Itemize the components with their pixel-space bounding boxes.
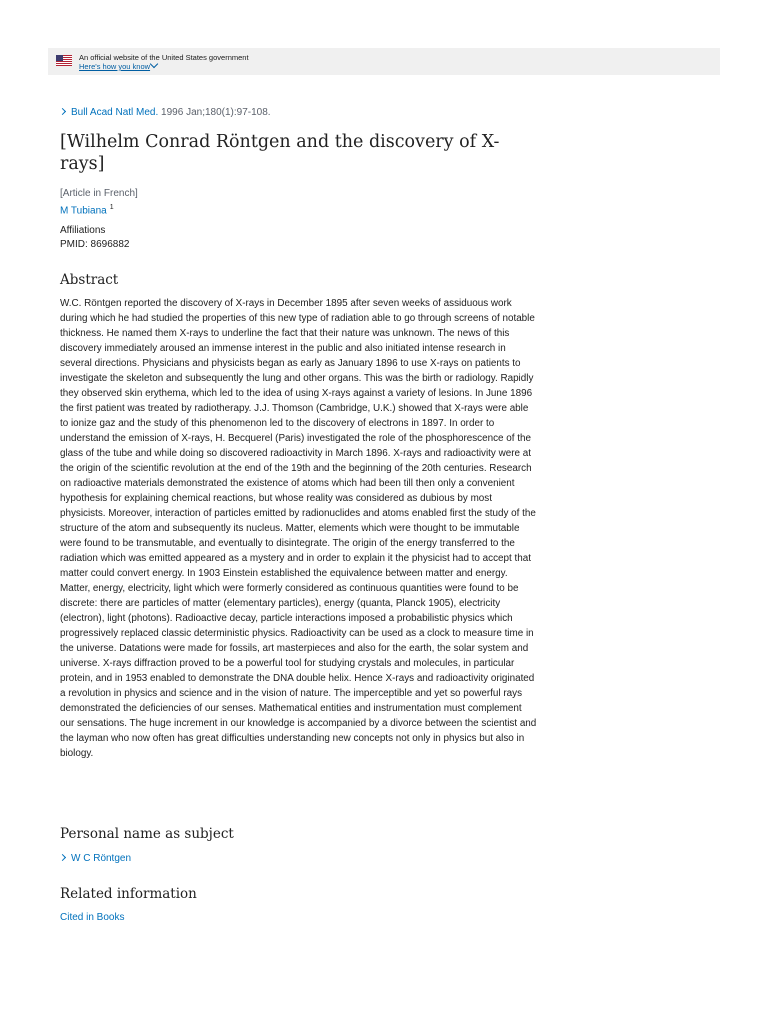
journal-link[interactable]: Bull Acad Natl Med.	[71, 107, 159, 118]
chevron-right-icon[interactable]	[59, 108, 66, 115]
heres-how-you-know-link[interactable]	[79, 62, 157, 71]
article-title: [Wilhelm Conrad Röntgen and the discovery of X-rays]	[60, 132, 500, 174]
gov-banner	[48, 48, 720, 75]
gov-banner-text: An official website of the United States government	[79, 53, 249, 62]
author-link[interactable]: M Tubiana	[60, 205, 107, 217]
personal-name-item[interactable]	[60, 853, 131, 864]
affiliations-toggle[interactable]: Affiliations	[60, 225, 106, 236]
us-flag-icon	[56, 55, 72, 66]
personal-name-link[interactable]: W C Röntgen	[71, 853, 132, 864]
citation-details: 1996 Jan;180(1):97-108.	[158, 107, 271, 118]
chevron-right-icon	[59, 854, 66, 861]
personal-name-heading: Personal name as subject	[60, 826, 234, 842]
author-list	[60, 204, 114, 216]
cited-in-books-link[interactable]: Cited in Books	[60, 912, 125, 923]
language-note: [Article in French]	[60, 188, 138, 199]
author-affiliation-ref[interactable]: 1	[109, 204, 114, 211]
abstract-heading: Abstract	[60, 272, 119, 288]
pmid: PMID: 8696882	[60, 239, 130, 250]
related-information-heading: Related information	[60, 886, 197, 902]
abstract-text: W.C. Röntgen reported the discovery of X-rays in December 1895 after seven weeks of assiduous work during which he had studied the properties of this new type of radiation able to go through screens of notable thickness. He named them X-rays to underline the fact that their nature was unknown. The news of this discovery immediately aroused an immense interest in the public and also initiated intense research in several directions. Physicians and physicists began as early as January 1896 to use X-rays on patients to investigate the skeleton and subsequently the lung and other organs. This was the birth or radiology. Rapidly they observed skin erythema, which led to the idea of using X-rays against a variety of lesions. In June 1896 the first patient was treated by radiotherapy. J.J. Thomson (Cambridge, U.K.) showed that X-rays were able to ionize gaz and the study of this phenomenon led to the discovery of electrons in 1897. In order to understand the emission of X-rays, H. Becquerel (Paris) investigated the role of the phosphorescence of the glass of the tube and while doing so discovered radioactivity in March 1896. X-rays and radioactivity were at the origin of the scientific revolution at the end of the 19th and the beginning of the 20th centuries. Research on radioactive materials demonstrated the existence of atoms which had been till then only a convenient hypothesis for explaining chemical reactions, but whose reality was considered as dubious by most physicists. Moreover, interaction of particles emitted by radionuclides and atoms enabled first the study of the structure of the atom and subsequently its nucleus. Matter, elements which were thought to be immutable were found to be transmutable, and eventually to disintegrate. The origin of the energy transferred to the radiation which was emitted appeared as a mystery and in order to explain it the physicist had to accept that matter could convert energy. In 1903 Einstein established the equivalence between matter and energy. Matter, energy, electricity, light which were formerly considered as continuous quantities were found to be discrete: there are particles of matter (elementary particles), energy (quanta, Planck 1905), electricity (electron), light (photons). Radioactive decay, particle interactions imposed a probabilistic physics which progressively replaced classic deterministic physics. Radioactivity can be used as a clock to measure time in the universe. Datations were made for fossils, art masterpieces and also for the earth, the solar system and universe. X-rays diffraction proved to be a powerful tool for studying crystals and molecules, in particular protein, and in 1953 enabled to demonstrate the DNA double helix. Hence X-rays and radioactivity originated a revolution in physics and science and in the vision of nature. The imperceptible and yet so powerful rays demonstrated the deficiencies of our senses. Mathematical entities and instrumentation must complement our sensations. The huge increment in our knowledge is accompanied by a divorce between the scientist and the layman who now often has great difficulties understanding new concepts not only in physics but also in biology.	[60, 298, 537, 759]
heres-how-you-know-label: Here's how you know	[79, 62, 151, 71]
citation	[60, 107, 271, 119]
chevron-down-icon	[150, 60, 158, 68]
